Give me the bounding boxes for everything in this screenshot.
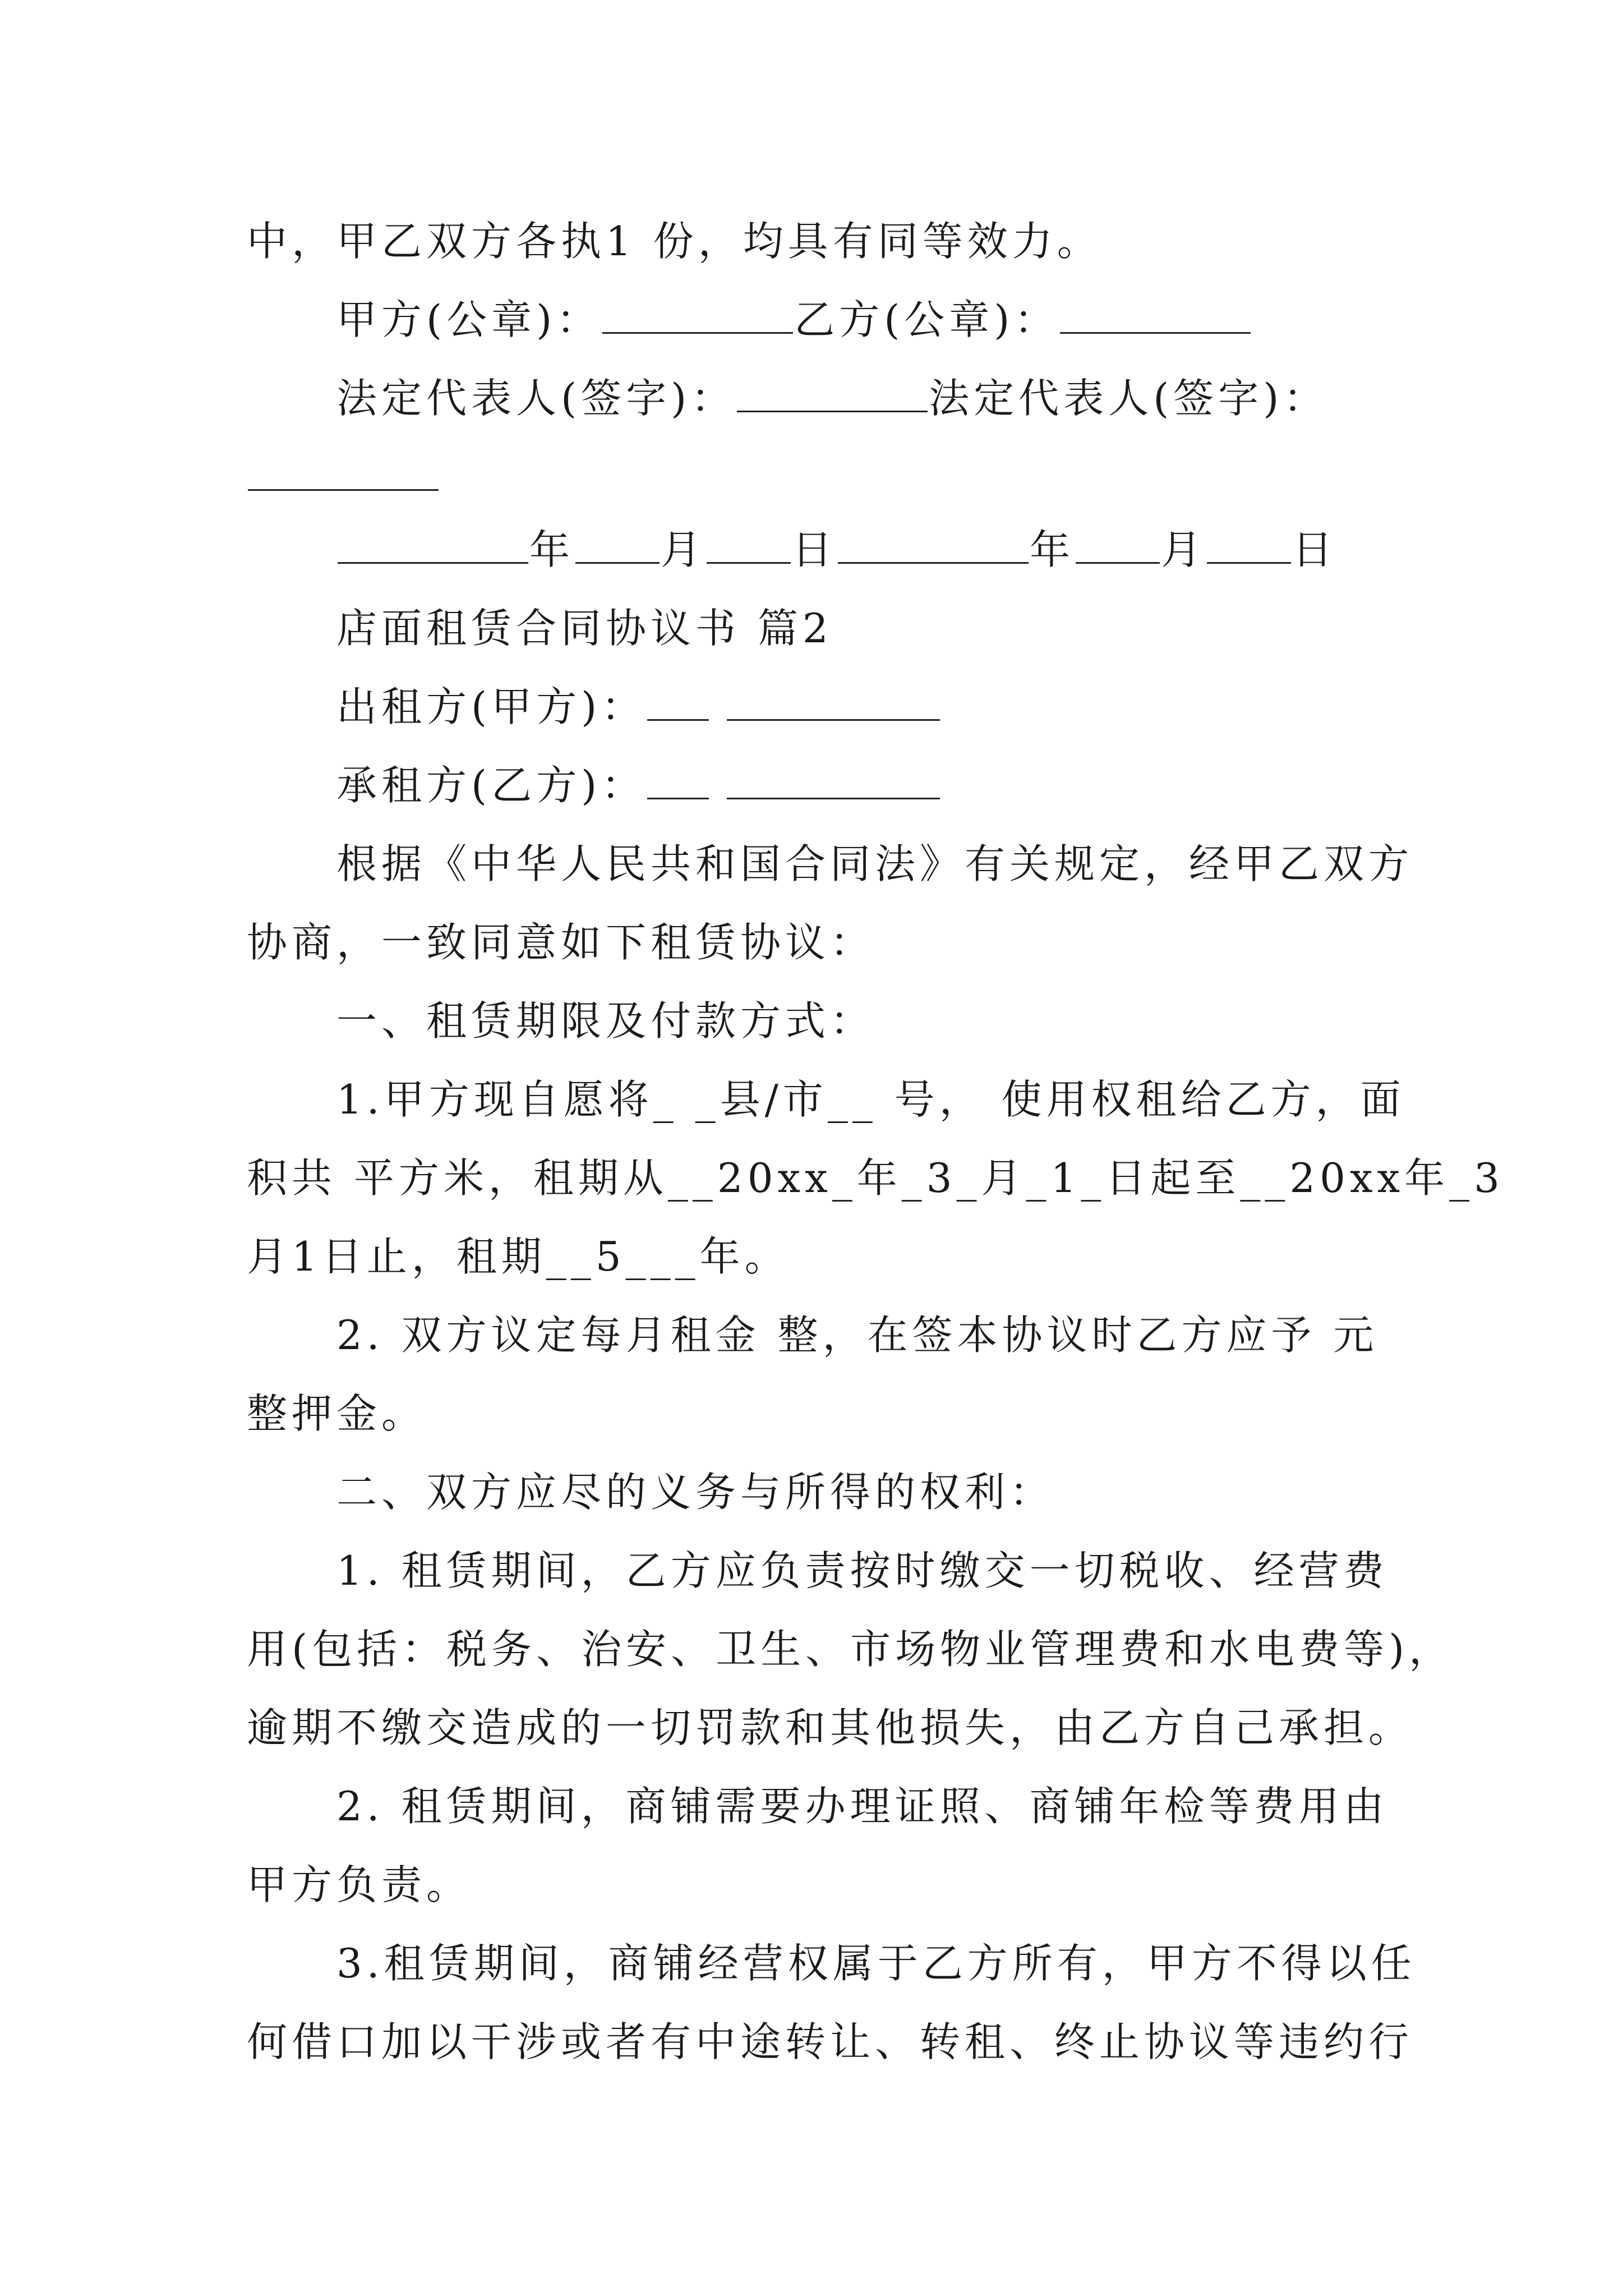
paragraph-line: [336, 1307, 1378, 1363]
paragraph-line: [247, 213, 1102, 269]
party-b-representative-label: 法定代表人(签字)：: [929, 375, 1329, 422]
contract-title: 店面租赁合同协议书 篇2: [336, 605, 833, 652]
text-line: 中，甲乙双方各执1 份，均具有同等效力。: [247, 218, 1102, 265]
paragraph-line: [247, 1150, 1504, 1206]
blank-underline: [248, 449, 439, 491]
text-line: 一、租赁期限及付款方式：: [336, 997, 875, 1045]
lessee-line: [336, 757, 941, 813]
paragraph-line: [336, 1071, 1405, 1128]
year-label: 年: [1030, 526, 1075, 573]
blank-underline: [338, 522, 528, 564]
day-label: 日: [792, 526, 837, 573]
text-line: 用(包括：税务、治安、卫生、市场物业管理费和水电费等)，: [247, 1626, 1454, 1673]
text-line: 逾期不缴交造成的一切罚款和其他损失，由乙方自己承担。: [247, 1704, 1414, 1751]
text-line: 月1日止，租期__5___年。: [247, 1233, 790, 1280]
section-title: [336, 600, 833, 656]
signature-line-seal: [336, 292, 1252, 348]
blank-underline: [727, 679, 940, 721]
paragraph-line: [247, 914, 875, 970]
blank-underline: [1060, 292, 1251, 334]
continuation-blank: [247, 449, 440, 505]
lessee-label: 承租方(乙方)：: [336, 762, 647, 809]
section-heading: [336, 993, 875, 1049]
month-label: 月: [1161, 526, 1206, 573]
day-label: 日: [1292, 526, 1338, 573]
paragraph-line: [247, 1228, 790, 1285]
party-b-seal-label: 乙方(公章)：: [794, 296, 1059, 343]
signature-line-representative: [336, 370, 1328, 426]
paragraph-line: [247, 1621, 1454, 1677]
party-a-representative-label: 法定代表人(签字)：: [336, 375, 736, 422]
blank-underline: [602, 292, 793, 334]
text-line: 2. 双方议定每月租金 整，在签本协议时乙方应予 元: [336, 1312, 1378, 1359]
blank-underline: [1207, 522, 1291, 564]
paragraph-line: [247, 1700, 1413, 1756]
text-line: 二、双方应尽的义务与所得的权利：: [336, 1469, 1055, 1516]
blank-underline: [1076, 522, 1160, 564]
lessor-line: [336, 679, 941, 735]
blank-underline: [647, 679, 709, 721]
text-line: 甲方负责。: [247, 1861, 472, 1908]
blank-underline: [727, 757, 940, 799]
party-a-seal-label: 甲方(公章)：: [336, 296, 602, 343]
text-line: 2. 租赁期间，商铺需要办理证照、商铺年检等费用由: [336, 1783, 1389, 1830]
date-line: [336, 522, 1337, 578]
blank-underline: [575, 522, 660, 564]
text-line: 根据《中华人民共和国合同法》有关规定，经甲乙双方: [336, 840, 1414, 887]
blank-underline: [647, 757, 709, 799]
text-line: 1.甲方现自愿将_ _县/市__ 号， 使用权租给乙方，面: [336, 1076, 1405, 1123]
text-line: 协商，一致同意如下租赁协议：: [247, 919, 875, 966]
text-line: 3.租赁期间，商铺经营权属于乙方所有，甲方不得以任: [336, 1940, 1416, 1987]
paragraph-line: [247, 1386, 426, 1442]
paragraph-line: [336, 1778, 1389, 1834]
month-label: 月: [661, 526, 706, 573]
blank-underline: [737, 370, 928, 412]
blank-underline: [838, 522, 1029, 564]
text-line: 1. 租赁期间，乙方应负责按时缴交一切税收、经营费: [336, 1547, 1389, 1594]
section-heading: [336, 1464, 1054, 1520]
blank-underline: [707, 522, 791, 564]
text-line: 整押金。: [247, 1390, 427, 1437]
text-line: 何借口加以干涉或者有中途转让、转租、终止协议等违约行: [247, 2018, 1414, 2065]
text-line: 积共 平方米，租期从__20xx_年_3_月_1_日起至__20xx年_3: [247, 1154, 1504, 1202]
paragraph-line: [336, 1935, 1416, 1991]
lessor-label: 出租方(甲方)：: [336, 683, 647, 730]
paragraph-line: [336, 836, 1413, 892]
paragraph-line: [247, 1857, 471, 1913]
paragraph-line: [336, 1543, 1389, 1599]
paragraph-line: [247, 2014, 1413, 2070]
year-label: 年: [529, 526, 575, 573]
